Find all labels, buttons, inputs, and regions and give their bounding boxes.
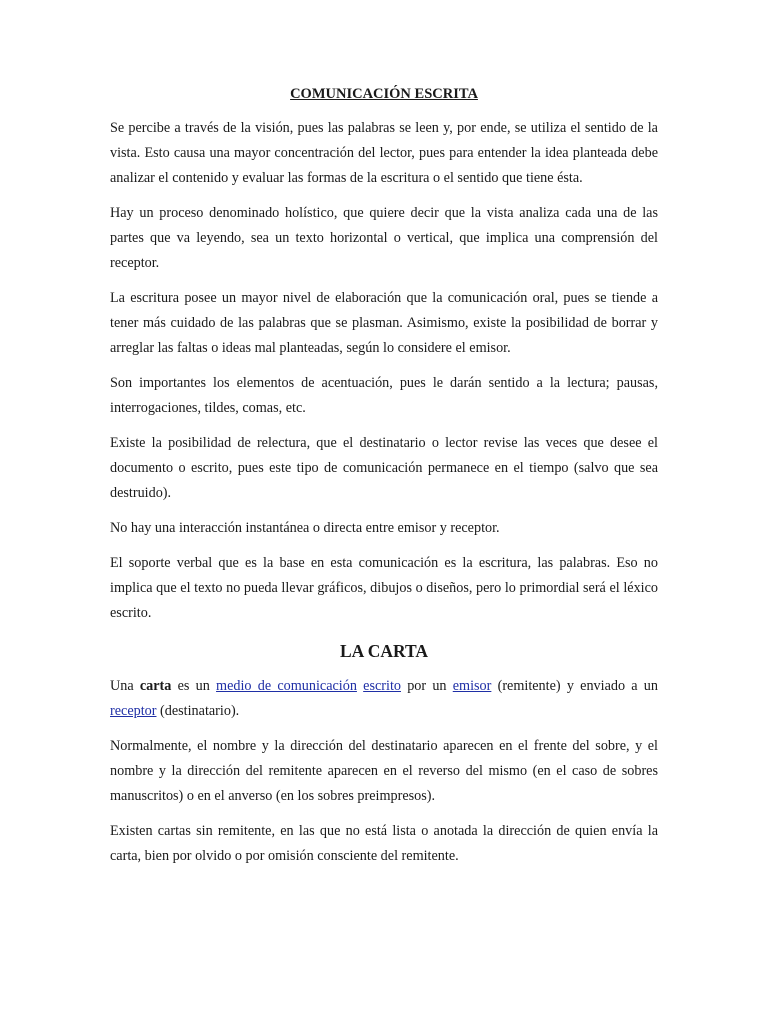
intro-text-2: es un: [171, 678, 217, 694]
paragraph-1: Se percibe a través de la visión, pues las palabras se leen y, por ende, se utiliza el sentido de la vista. Esto causa una mayor concentración del lector, pues para entender la idea planteada debe analizar el contenido y evaluar las formas de la escritura o el sentido que tiene ésta.: [110, 120, 658, 186]
paragraph-5: Existe la posibilidad de relectura, que el destinatario o lector revise las veces que desee el documento o escrito, pues este tipo de comunicación permanece en el tiempo (salvo que sea destruido).: [110, 435, 658, 501]
paragraph-7: El soporte verbal que es la base en esta comunicación es la escritura, las palabras. Eso no implica que el texto no pueda llevar gráficos, dibujos o diseños, pero lo primordial será el léxico escrito.: [110, 555, 658, 621]
link-receptor[interactable]: receptor: [110, 703, 157, 719]
paragraph-2: Hay un proceso denominado holístico, que quiere decir que la vista analiza cada una de las partes que va leyendo, sea un texto horizontal o vertical, que implica una comprensión del receptor.: [110, 205, 658, 271]
section-title-comunicacion-escrita: COMUNICACIÓN ESCRITA: [290, 86, 478, 102]
paragraph-3: La escritura posee un mayor nivel de elaboración que la comunicación oral, pues se tiende a tener más cuidado de las palabras que se plasman. Asimismo, existe la posibilidad de borrar y arreglar las faltas o ideas mal planteadas, según lo considere el emisor.: [110, 290, 658, 356]
link-emisor[interactable]: emisor: [452, 678, 492, 694]
carta-paragraph-3: Existen cartas sin remitente, en las que no está lista o anotada la dirección de quien envía la carta, bien por olvido o por omisión consciente del remitente.: [110, 823, 658, 864]
intro-text-6: (destinatario).: [156, 703, 240, 719]
paragraph-6: No hay una interacción instantánea o directa entre emisor y receptor.: [110, 520, 500, 536]
carta-intro-paragraph: [110, 674, 658, 724]
link-medio-de-comunicacion[interactable]: medio de comunicación: [216, 678, 357, 694]
intro-text-1: Una: [110, 678, 140, 694]
carta-paragraph-2: Normalmente, el nombre y la dirección del destinatario aparecen en el frente del sobre, y el nombre y la dirección del remitente aparecen en el reverso del mismo (en el caso de sobres manuscritos) o en el anverso (en los sobres preimpresos).: [110, 738, 658, 804]
paragraph-4: Son importantes los elementos de acentuación, pues le darán sentido a la lectura; pausas, interrogaciones, tildes, comas, etc.: [110, 375, 658, 416]
document-page: [110, 84, 658, 879]
intro-bold-carta: carta: [139, 678, 172, 694]
link-escrito[interactable]: escrito: [363, 678, 401, 694]
intro-text-4: por un: [400, 678, 453, 694]
intro-text-5: (remitente) y enviado a un: [491, 678, 658, 694]
section-title-la-carta: LA CARTA: [339, 641, 429, 661]
